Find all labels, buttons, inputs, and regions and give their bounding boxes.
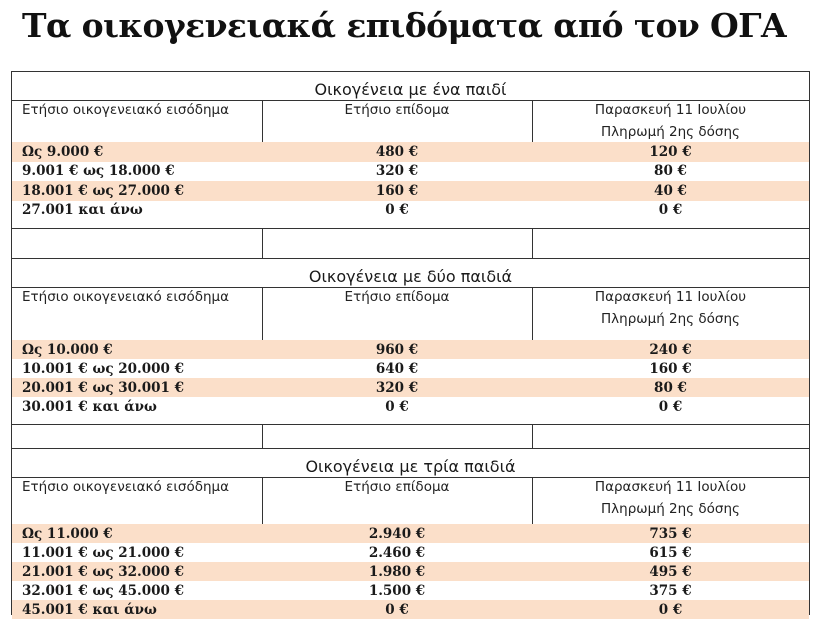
annual-benefit: 320 €	[375, 163, 419, 179]
section-heading: Οικογένεια με τρία παιδιά	[305, 457, 516, 476]
income-bracket: Ως 11.000 €	[22, 525, 113, 542]
section-heading: Οικογένεια με ένα παιδί	[314, 80, 507, 99]
annual-benefit: 160 €	[375, 183, 419, 199]
income-bracket: 45.001 € και άνω	[22, 601, 157, 618]
income-bracket: Ως 9.000 €	[22, 144, 104, 160]
column-divider	[262, 100, 263, 142]
annual-benefit: 0 €	[385, 398, 409, 415]
table-row	[12, 142, 809, 162]
column-header-income: Ετήσιο οικογενειακό εισόδημα	[22, 289, 230, 305]
column-header-payment: Παρασκευή 11 Ιουλίου	[594, 289, 747, 305]
income-bracket: 32.001 € ως 45.000 €	[22, 582, 184, 599]
row-divider	[12, 424, 809, 425]
table-row	[12, 340, 809, 359]
table-row	[12, 397, 809, 416]
income-bracket: Ως 10.000 €	[22, 341, 113, 358]
annual-benefit: 0 €	[385, 202, 409, 218]
income-bracket: 27.001 και άνω	[22, 202, 143, 218]
column-divider	[262, 477, 263, 524]
column-divider	[262, 424, 263, 448]
table-row	[12, 562, 809, 581]
column-divider	[262, 287, 263, 340]
payment-amount: 615 €	[649, 544, 692, 561]
column-divider	[532, 228, 533, 258]
section-heading: Οικογένεια με δύο παιδιά	[308, 267, 513, 286]
payment-amount: 495 €	[649, 563, 692, 580]
income-bracket: 18.001 € ως 27.000 €	[22, 183, 184, 199]
table-row	[12, 524, 809, 543]
payment-subheader-row	[12, 500, 809, 518]
income-bracket: 30.001 € και άνω	[22, 398, 157, 415]
column-divider	[262, 228, 263, 258]
payment-subheader: Πληρωμή 2ης δόσης	[601, 311, 740, 327]
annual-benefit: 1.500 €	[368, 582, 426, 599]
payment-amount: 80 €	[654, 163, 687, 179]
column-header-benefit: Ετήσιο επίδομα	[344, 479, 450, 495]
annual-benefit: 320 €	[375, 379, 419, 396]
column-divider	[532, 287, 533, 340]
column-header-benefit: Ετήσιο επίδομα	[344, 289, 450, 305]
column-header-payment: Παρασκευή 11 Ιουλίου	[594, 102, 747, 118]
table-row	[12, 359, 809, 378]
column-header-income: Ετήσιο οικογενειακό εισόδημα	[22, 479, 230, 495]
annual-benefit: 960 €	[375, 341, 419, 358]
income-bracket: 20.001 € ως 30.001 €	[22, 379, 184, 396]
benefits-table	[11, 71, 810, 618]
column-divider	[532, 424, 533, 448]
column-header-row	[12, 288, 809, 306]
page-title: Τα οικογενειακά επιδόματα από τον ΟΓΑ	[22, 6, 787, 45]
column-divider	[532, 477, 533, 524]
annual-benefit: 0 €	[385, 601, 409, 618]
section-divider	[12, 448, 809, 449]
payment-subheader-row	[12, 123, 809, 141]
payment-amount: 160 €	[649, 360, 692, 377]
payment-amount: 120 €	[649, 144, 692, 160]
payment-amount: 80 €	[654, 379, 687, 396]
table-row	[12, 543, 809, 562]
column-header-row	[12, 101, 809, 119]
annual-benefit: 1.980 €	[368, 563, 426, 580]
table-row	[12, 378, 809, 397]
annual-benefit: 640 €	[375, 360, 419, 377]
annual-benefit: 480 €	[375, 144, 419, 160]
column-header-income: Ετήσιο οικογενειακό εισόδημα	[22, 102, 230, 118]
payment-subheader: Πληρωμή 2ης δόσης	[601, 124, 740, 140]
payment-amount: 0 €	[658, 202, 683, 218]
column-divider	[532, 100, 533, 142]
income-bracket: 9.001 € ως 18.000 €	[22, 163, 175, 179]
payment-subheader: Πληρωμή 2ης δόσης	[601, 501, 740, 517]
section-divider	[12, 258, 809, 259]
payment-amount: 735 €	[649, 525, 692, 542]
income-bracket: 11.001 € ως 21.000 €	[22, 544, 184, 561]
column-header-payment: Παρασκευή 11 Ιουλίου	[594, 479, 747, 495]
income-bracket: 10.001 € ως 20.000 €	[22, 360, 184, 377]
row-divider	[12, 228, 809, 229]
payment-amount: 240 €	[649, 341, 692, 358]
table-row	[12, 161, 809, 181]
payment-amount: 0 €	[658, 398, 683, 415]
table-row	[12, 200, 809, 220]
table-row	[12, 581, 809, 600]
table-row	[12, 600, 809, 619]
annual-benefit: 2.460 €	[368, 544, 426, 561]
column-header-benefit: Ετήσιο επίδομα	[344, 102, 450, 118]
payment-amount: 40 €	[654, 183, 687, 199]
payment-amount: 0 €	[658, 601, 683, 618]
payment-amount: 375 €	[649, 582, 692, 599]
column-header-row	[12, 478, 809, 496]
income-bracket: 21.001 € ως 32.000 €	[22, 563, 184, 580]
table-row	[12, 181, 809, 201]
payment-subheader-row	[12, 310, 809, 328]
annual-benefit: 2.940 €	[368, 525, 426, 542]
